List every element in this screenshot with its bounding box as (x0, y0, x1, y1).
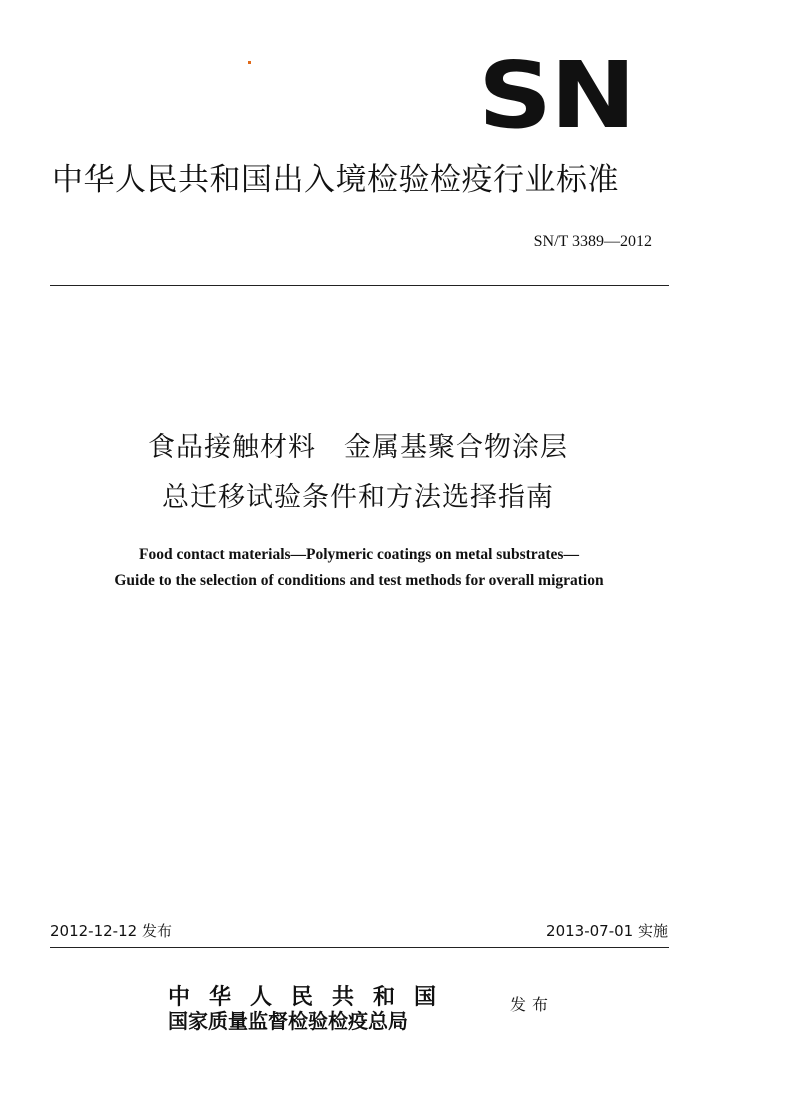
issue-date: 2012-12-12 发布 (50, 922, 172, 940)
bottom-divider (50, 947, 669, 948)
english-title-line-2: Guide to the selection of conditions and test methods for overall migration (114, 572, 604, 589)
orange-dot-mark (248, 61, 251, 64)
implementation-date: 2013-07-01 实施 (546, 922, 668, 940)
issuer-country: 中华人民共和国 (168, 984, 456, 1010)
chinese-title-line-1: 食品接触材料 金属基聚合物涂层 (148, 432, 568, 463)
organization-title: 中华人民共和国出入境检验检疫行业标准 (52, 162, 619, 198)
issuer-agency: 国家质量监督检验检疫总局 (168, 1009, 408, 1033)
standard-code: SN/T 3389—2012 (533, 233, 652, 250)
chinese-title-line-2: 总迁移试验条件和方法选择指南 (162, 482, 554, 513)
sn-logo: SN (478, 42, 634, 149)
publish-label: 发布 (510, 995, 555, 1014)
english-title-line-1: Food contact materials—Polymeric coatings on metal substrates— (139, 546, 579, 563)
issuer-block (168, 985, 498, 1033)
top-divider (50, 285, 669, 286)
